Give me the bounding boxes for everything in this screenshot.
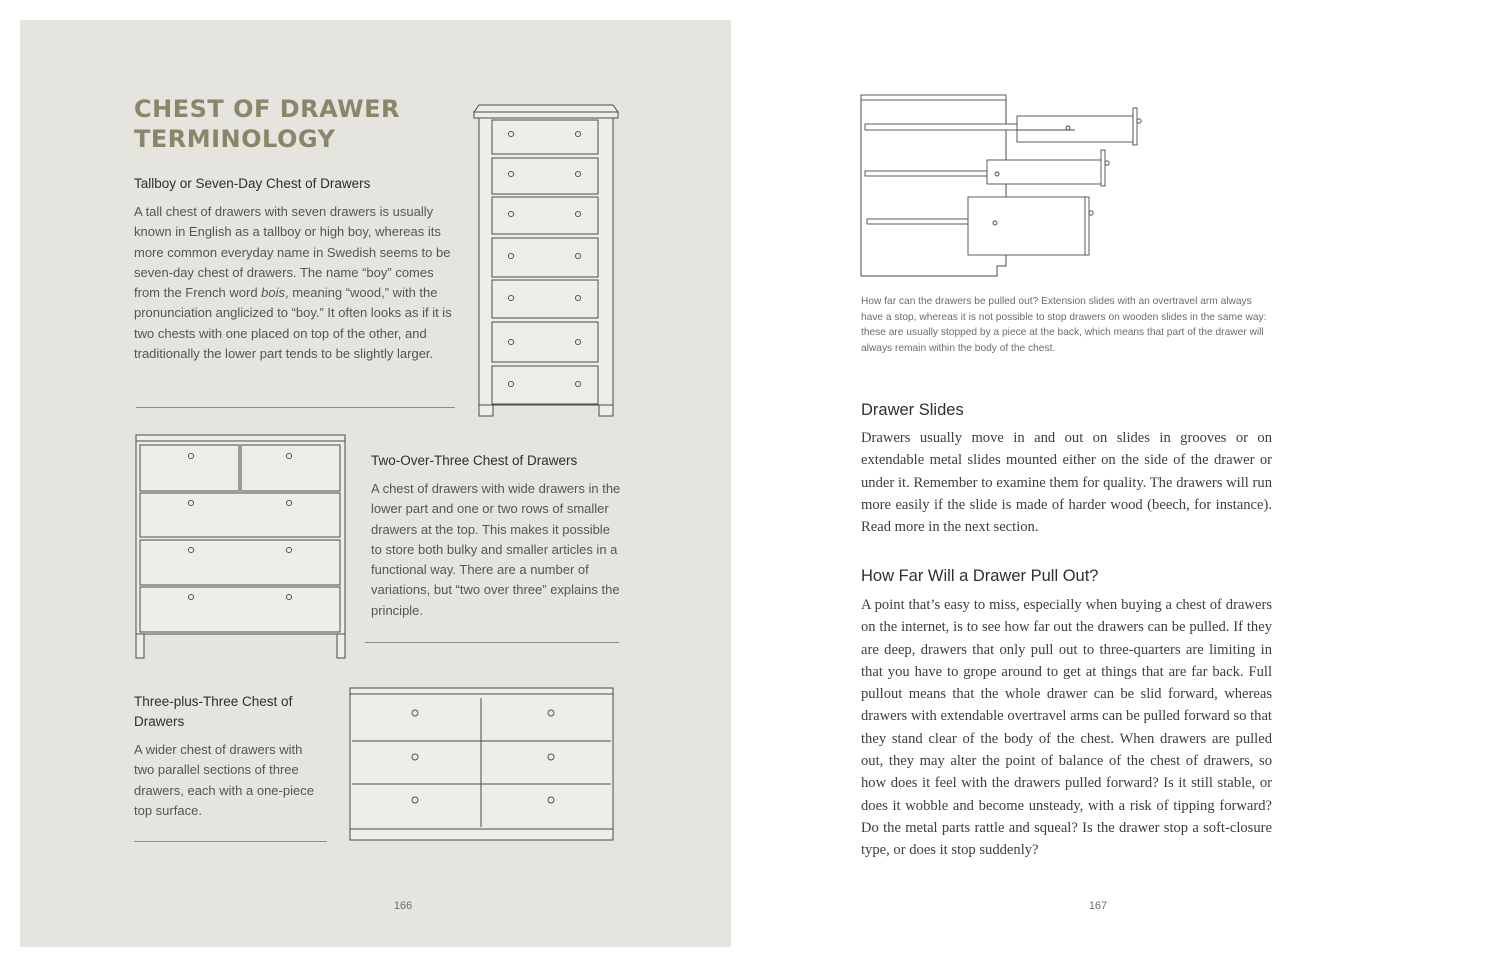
- page-number-right: 167: [1088, 900, 1108, 912]
- drawer-slides-text: Drawers usually move in and out on slides in grooves or on extendable metal slides mounted either on the side of the drawer or under it. Remember to examine them for quality. The drawers will run more easily if the slide is made of harder wood (beech, for instance). Read more in the next section.: [861, 430, 1272, 536]
- diagram-caption: How far can the drawers be pulled out? Extension slides with an overtravel arm always have a stop, whereas it is not possible to stop drawers on wooden slides in the same way: these are usually stopped by a piece at the back, which means that part of the drawer will always remain within the body of the chest.: [861, 296, 1267, 354]
- drawer-slides-heading: Drawer Slides: [861, 401, 964, 419]
- tallboy-text: A tall chest of drawers with seven drawers is usually known in English as a tallboy or high boy, whereas its more common everyday name in Swedish seems to be seven-day chest of drawers. The name “boy” comes from the French word bois, meaning “wood,” with the pronunciation anglicized to “boy.” It often looks as if it is two chests with one placed on top of the other, and traditionally the lower part tends to be slightly larger.: [134, 204, 452, 362]
- page-title: CHEST OF DRAWER TERMINOLOGY: [134, 95, 401, 153]
- two-over-three-text: A chest of drawers with wide drawers in the lower part and one or two rows of smaller drawers at the top. This makes it possible to store both bulky and smaller articles in a functional way. There are a number of variations, but “two over three” explains the principle.: [371, 481, 621, 618]
- pull-out-heading: How Far Will a Drawer Pull Out?: [861, 567, 1099, 585]
- two-over-three-heading: Two-Over-Three Chest of Drawers: [371, 453, 578, 468]
- pull-out-text: A point that’s easy to miss, especially when buying a chest of drawers on the internet, is to see how far out the drawers can be pulled. If they are deep, drawers that only pull out to three-quarters are limiting in that you have to grope around to get at things that are far back. Full pullout means that the whole drawer can be slid forward, whereas drawers with extendable overtravel arms can be pulled forward so that they stand clear of the body of the chest. When drawers are pulled out, they may alter the point of balance of the chest of drawers, so how does it feel with the drawers pulled forward? Is it still stable, or does it wobble and become unsteady, with a risk of tipping forward? Do the metal parts rattle and squeal? Is the drawer stop a soft-closure type, or does it stop suddenly?: [861, 597, 1272, 859]
- tallboy-heading: Tallboy or Seven-Day Chest of Drawers: [134, 176, 371, 191]
- three-plus-three-text: A wider chest of drawers with two parallel sections of three drawers, each with a one-piece top surface.: [134, 742, 314, 818]
- three-plus-three-heading: Three-plus-Three Chest of Drawers: [134, 694, 293, 729]
- page-number-left: 166: [393, 900, 413, 912]
